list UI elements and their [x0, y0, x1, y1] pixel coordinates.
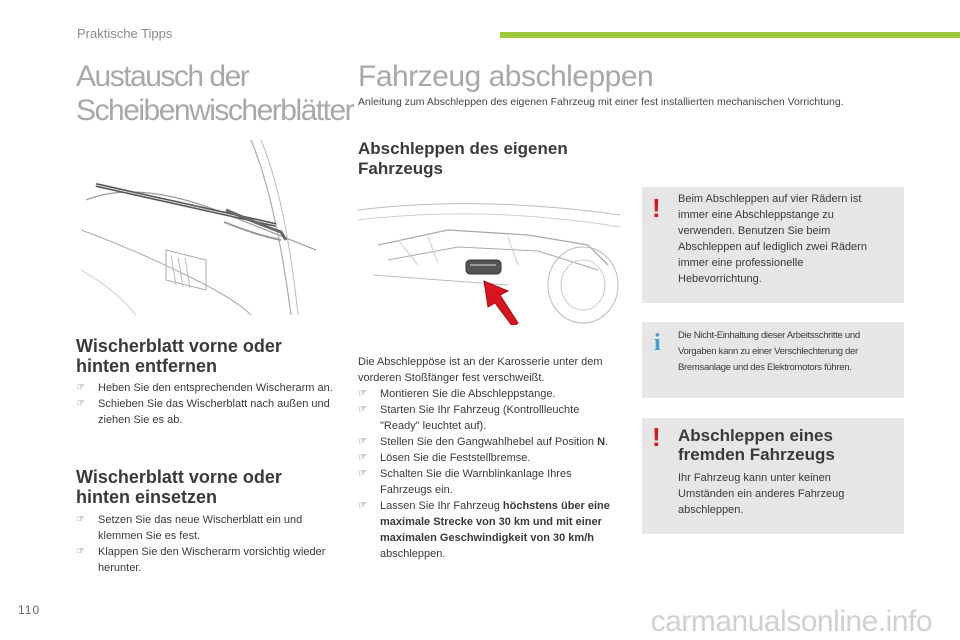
list-item: ☞ Lassen Sie Ihr Fahrzeug höchstens über eine maximale Strecke von 30 km und mit einer maximalen Geschwindigkeit von 30 km/h abschleppen.	[358, 500, 610, 560]
section-label: Praktische Tipps	[77, 26, 173, 41]
pointing-hand-icon: ☞	[76, 546, 85, 557]
pointing-hand-icon: ☞	[358, 388, 367, 399]
left-page-title: Austausch der Scheibenwischerblätter	[76, 60, 354, 127]
pointing-hand-icon: ☞	[358, 468, 367, 479]
exclamation-icon: !	[652, 422, 661, 452]
list-item: ☞ Montieren Sie die Abschleppstange.	[358, 388, 556, 400]
pointing-hand-icon: ☞	[76, 398, 85, 409]
right-page-title: Fahrzeug abschleppen	[358, 60, 654, 93]
header-accent-bar	[500, 32, 960, 38]
list-item: ☞ Heben Sie den entsprechenden Wischerarm an.	[76, 382, 333, 394]
exclamation-icon: !	[652, 193, 661, 223]
other-heading: Abschleppen eines fremden Fahrzeugs	[678, 426, 835, 464]
pointing-hand-icon: ☞	[358, 452, 367, 463]
pointing-hand-icon: ☞	[358, 436, 367, 447]
watermark: carmanualsonline.info	[650, 605, 932, 638]
other-text: Ihr Fahrzeug kann unter keinen Umständen ein anderes Fahrzeug abschleppen.	[678, 472, 845, 516]
pointing-hand-icon: ☞	[76, 514, 85, 525]
remove-list	[76, 380, 340, 428]
list-item: ☞ Lösen Sie die Feststellbremse.	[358, 452, 531, 464]
install-heading: Wischerblatt vorne oder hinten einsetzen	[76, 467, 282, 507]
list-item: ☞ Setzen Sie das neue Wischerblatt ein und klemmen Sie es fest.	[76, 514, 303, 542]
pointing-hand-icon: ☞	[358, 404, 367, 415]
pointing-hand-icon: ☞	[76, 382, 85, 393]
page-subtitle: Anleitung zum Abschleppen des eigenen Fahrzeug mit einer fest installierten mechanischen Vorrichtung.	[358, 96, 844, 108]
pointing-hand-icon: ☞	[358, 500, 367, 511]
remove-heading: Wischerblatt vorne oder hinten entfernen	[76, 336, 282, 376]
list-item: ☞ Schieben Sie das Wischerblatt nach außen und ziehen Sie es ab.	[76, 398, 330, 426]
other-vehicle-box	[642, 418, 904, 534]
towing-eye-illustration	[358, 185, 620, 325]
info-text: Die Nicht-Einhaltung dieser Arbeitsschritte und Vorgaben kann zu einer Verschlechterung der Bremsanlage und des Elektromotors führen.	[678, 330, 860, 373]
wiper-illustration	[76, 140, 326, 315]
warning-box	[642, 187, 904, 303]
info-icon: i	[654, 330, 661, 356]
list-item: ☞ Starten Sie Ihr Fahrzeug (Kontrollleuchte "Ready" leuchtet auf).	[358, 404, 580, 432]
page-number: 110	[18, 603, 41, 617]
info-box	[642, 322, 904, 398]
list-item: ☞ Stellen Sie den Gangwahlhebel auf Position N.	[358, 436, 609, 448]
own-heading: Abschleppen des eigenen Fahrzeugs	[358, 139, 568, 178]
list-item: ☞ Schalten Sie die Warnblinkanlage Ihres Fahrzeugs ein.	[358, 468, 572, 496]
warning-text: Beim Abschleppen auf vier Rädern ist immer eine Abschleppstange zu verwenden. Benutzen Sie beim Abschleppen auf lediglich zwei Rädern immer eine professionelle Hebevorrichtung.	[678, 193, 867, 285]
own-intro: Die Abschleppöse ist an der Karosserie unter dem vorderen Stoßfänger fest verschweißt.	[358, 356, 603, 384]
own-steps-list	[358, 386, 620, 562]
list-item: ☞ Klappen Sie den Wischerarm vorsichtig wieder herunter.	[76, 546, 326, 574]
install-list	[76, 512, 340, 576]
